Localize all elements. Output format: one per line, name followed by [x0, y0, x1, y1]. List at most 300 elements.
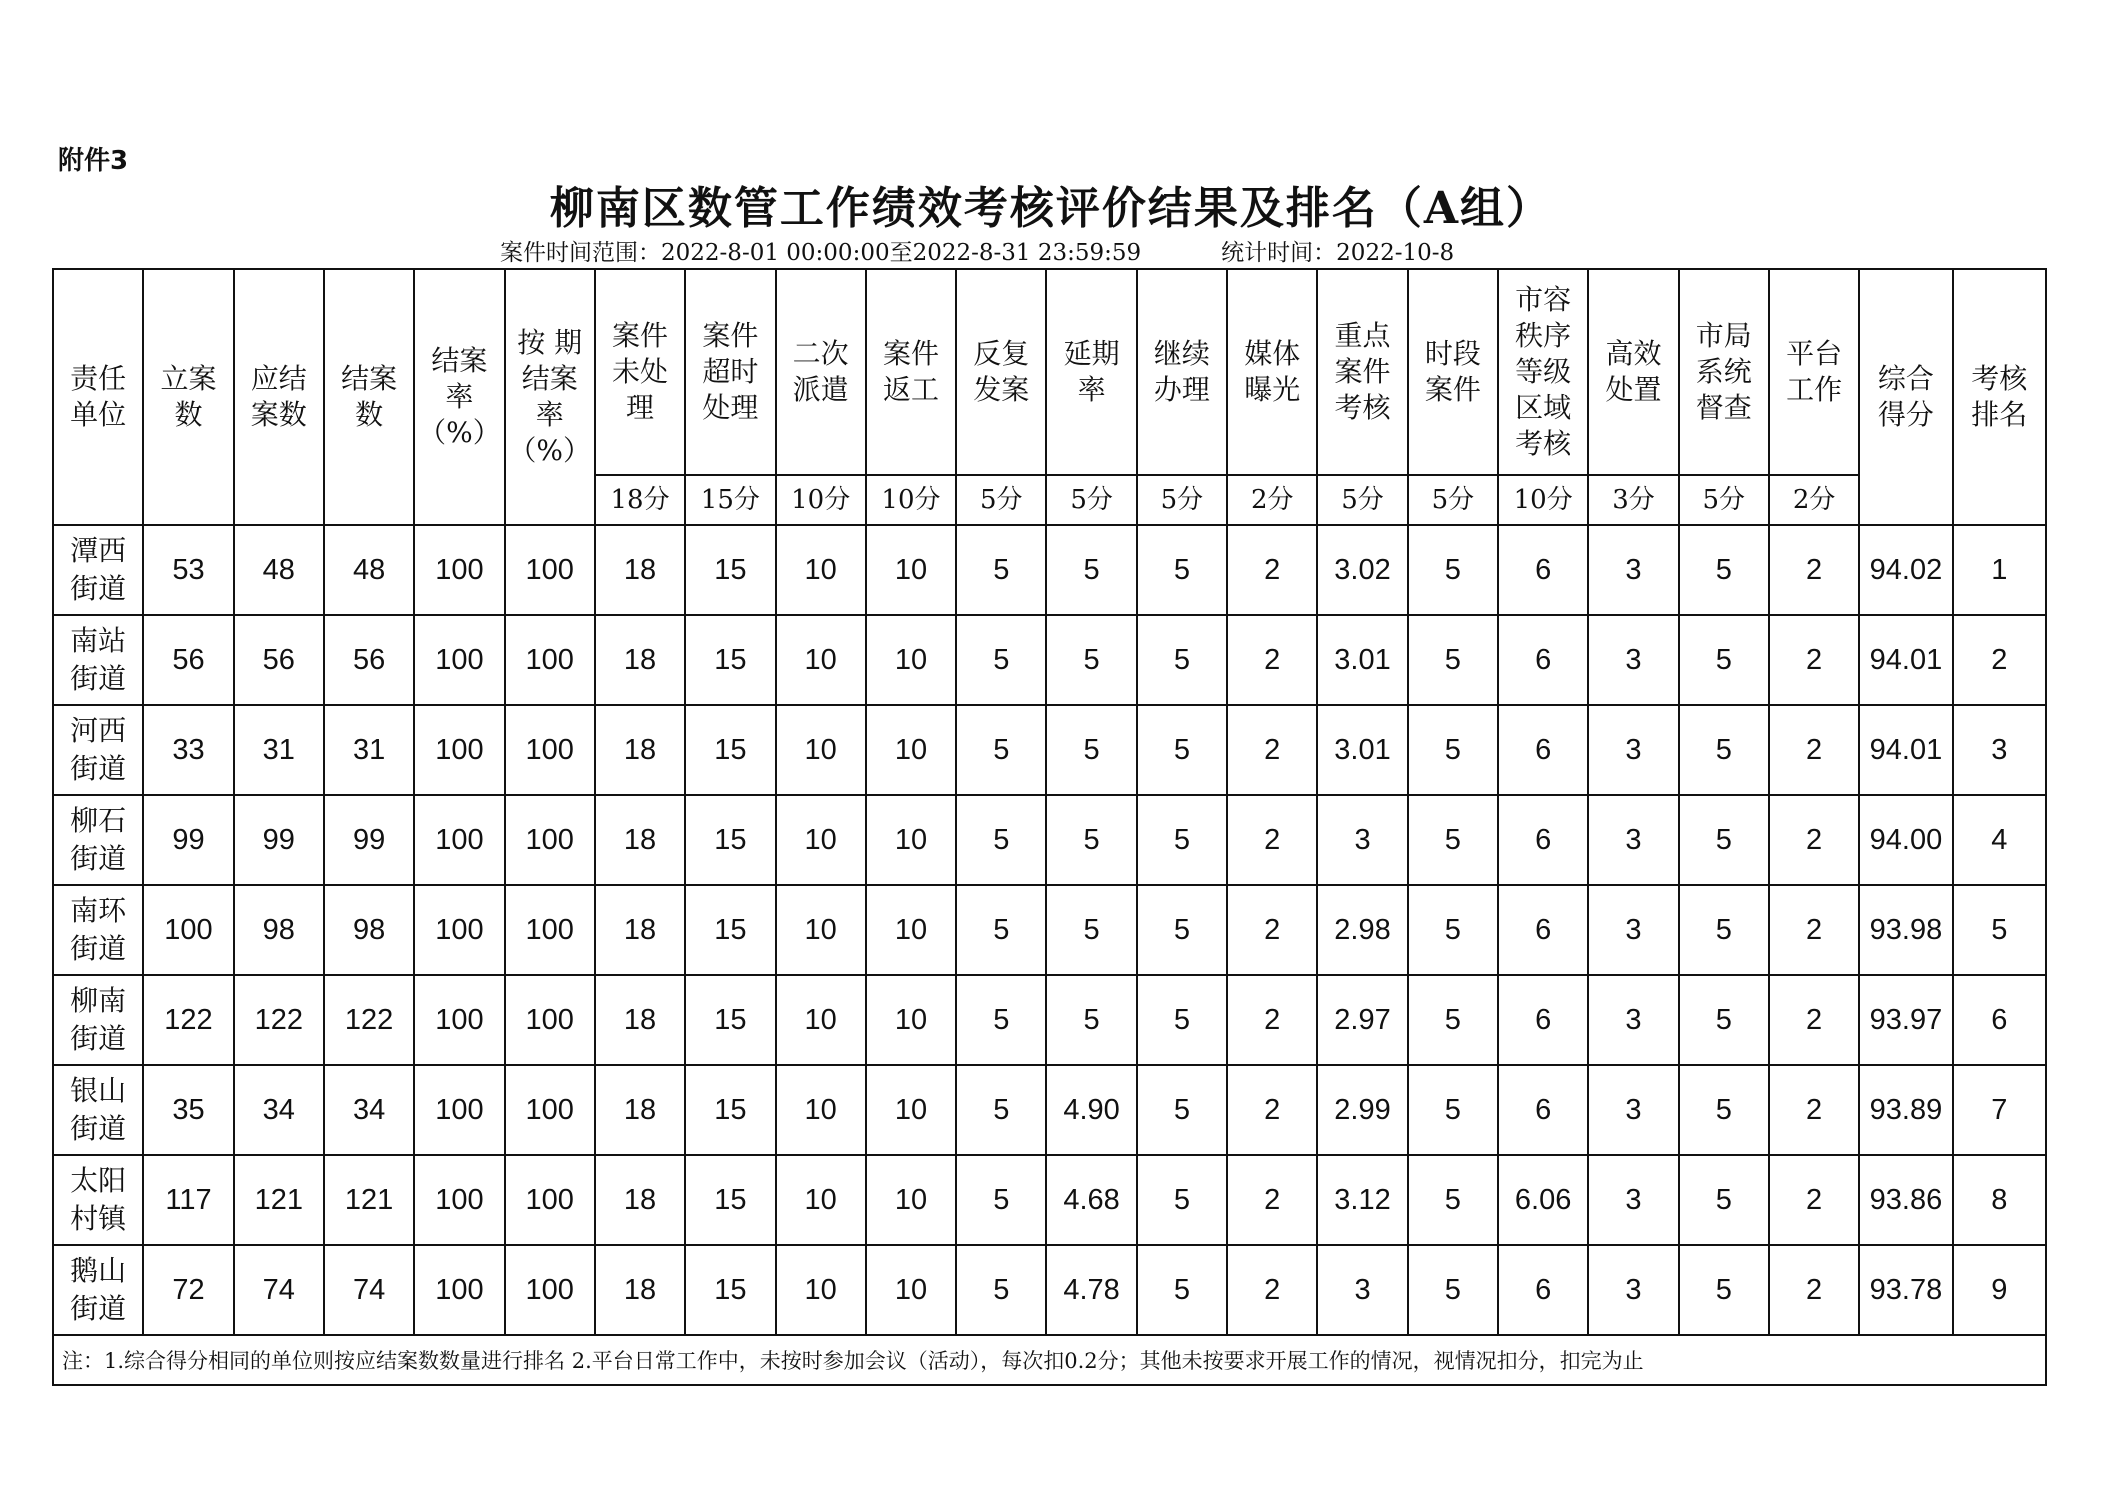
header-scored-9-line: 时段	[1424, 337, 1481, 370]
header-points-2: 10分	[776, 475, 866, 525]
value-cell: 34	[324, 1065, 414, 1155]
value-cell: 100	[414, 525, 504, 615]
value-cell: 5	[1046, 615, 1136, 705]
value-cell: 15	[685, 615, 775, 705]
header-scored-12-line: 系统	[1695, 355, 1752, 388]
header-scored-0-line: 案件	[612, 319, 669, 352]
value-cell: 5	[1046, 795, 1136, 885]
header-scored-5	[1046, 269, 1136, 475]
unit-line: 太阳	[70, 1164, 127, 1197]
value-cell: 2	[1227, 705, 1317, 795]
header-scored-6	[1137, 269, 1227, 475]
value-cell: 121	[324, 1155, 414, 1245]
value-cell: 99	[234, 795, 324, 885]
value-cell: 122	[143, 975, 233, 1065]
value-cell: 15	[685, 885, 775, 975]
value-cell: 94.02	[1859, 525, 1952, 615]
value-cell: 53	[143, 525, 233, 615]
value-cell: 2	[1227, 795, 1317, 885]
header-points-5: 5分	[1046, 475, 1136, 525]
unit-line: 柳石	[70, 804, 127, 837]
unit-line: 潭西	[70, 534, 127, 567]
value-cell: 2	[1769, 525, 1859, 615]
value-cell: 33	[143, 705, 233, 795]
value-cell: 2.97	[1317, 975, 1407, 1065]
unit-line: 街道	[70, 662, 127, 695]
value-cell: 4.90	[1046, 1065, 1136, 1155]
attachment-label: 附件3	[58, 146, 129, 176]
header-scored-7	[1227, 269, 1317, 475]
header-ontime-rate-line: 按 期	[517, 326, 583, 359]
value-cell: 2	[1227, 885, 1317, 975]
value-cell: 6	[1498, 525, 1588, 615]
value-cell: 5	[1408, 1245, 1498, 1335]
value-cell: 5	[1137, 1245, 1227, 1335]
value-cell: 100	[143, 885, 233, 975]
header-rank-line: 考核	[1971, 362, 2028, 395]
value-cell: 3	[1588, 1065, 1678, 1155]
value-cell: 94.01	[1859, 615, 1952, 705]
header-scored-6-line: 办理	[1153, 373, 1210, 406]
value-cell: 121	[234, 1155, 324, 1245]
value-cell: 6	[1953, 975, 2046, 1065]
value-cell: 4	[1953, 795, 2046, 885]
value-cell: 15	[685, 1245, 775, 1335]
value-cell: 5	[1137, 975, 1227, 1065]
header-points-4: 5分	[956, 475, 1046, 525]
unit-line: 街道	[70, 752, 127, 785]
value-cell: 18	[595, 615, 685, 705]
value-cell: 3	[1953, 705, 2046, 795]
value-cell: 2	[1227, 975, 1317, 1065]
value-cell: 5	[1137, 615, 1227, 705]
header-close-rate-line: 结案	[431, 344, 488, 377]
value-cell: 5	[1408, 975, 1498, 1065]
value-cell: 94.01	[1859, 705, 1952, 795]
value-cell: 9	[1953, 1245, 2046, 1335]
value-cell: 74	[234, 1245, 324, 1335]
value-cell: 100	[414, 1245, 504, 1335]
header-ontime-rate-line: 率	[535, 398, 564, 431]
value-cell: 100	[414, 885, 504, 975]
header-ontime-rate	[505, 269, 595, 525]
value-cell: 5	[956, 525, 1046, 615]
value-cell: 4.68	[1046, 1155, 1136, 1245]
header-scored-10-line: 市容	[1515, 283, 1572, 316]
value-cell: 5	[1046, 975, 1136, 1065]
value-cell: 5	[1679, 885, 1769, 975]
header-scored-1	[685, 269, 775, 475]
value-cell: 5	[1679, 1245, 1769, 1335]
header-scored-7-line: 曝光	[1244, 373, 1301, 406]
header-ontime-rate-line: 结案	[521, 362, 578, 395]
note-row	[53, 1335, 2046, 1385]
value-cell: 100	[505, 525, 595, 615]
value-cell: 5	[1408, 795, 1498, 885]
header-scored-10-line: 等级	[1515, 355, 1572, 388]
table-row	[53, 885, 2046, 975]
value-cell: 10	[776, 975, 866, 1065]
value-cell: 93.97	[1859, 975, 1952, 1065]
value-cell: 6	[1498, 795, 1588, 885]
table-row	[53, 1155, 2046, 1245]
value-cell: 3	[1588, 1155, 1678, 1245]
header-scored-10-line: 区域	[1515, 391, 1572, 424]
header-points-1: 15分	[685, 475, 775, 525]
value-cell: 10	[866, 1155, 956, 1245]
value-cell: 2.99	[1317, 1065, 1407, 1155]
header-unit-line: 单位	[70, 398, 127, 431]
header-points-3: 10分	[866, 475, 956, 525]
value-cell: 15	[685, 525, 775, 615]
value-cell: 18	[595, 705, 685, 795]
table-row	[53, 1245, 2046, 1335]
value-cell: 74	[324, 1245, 414, 1335]
value-cell: 100	[505, 1245, 595, 1335]
unit-line: 村镇	[70, 1202, 127, 1235]
value-cell: 5	[956, 975, 1046, 1065]
value-cell: 5	[1046, 525, 1136, 615]
value-cell: 93.86	[1859, 1155, 1952, 1245]
header-should-close-line: 案数	[250, 398, 307, 431]
header-filed	[143, 269, 233, 525]
value-cell: 7	[1953, 1065, 2046, 1155]
value-cell: 10	[776, 525, 866, 615]
value-cell: 10	[776, 885, 866, 975]
header-scored-8	[1317, 269, 1407, 475]
value-cell: 100	[414, 615, 504, 705]
header-scored-12	[1679, 269, 1769, 475]
header-filed-line: 立案	[160, 362, 217, 395]
table-row	[53, 1065, 2046, 1155]
unit-cell	[53, 705, 143, 795]
table-note: 注：1.综合得分相同的单位则按应结案数数量进行排名 2.平台日常工作中，未按时参加会议（活动），每次扣0.2分；其他未按要求开展工作的情况，视情况扣分，扣完为止	[53, 1335, 2046, 1385]
value-cell: 5	[1679, 1065, 1769, 1155]
unit-line: 街道	[70, 932, 127, 965]
header-scored-8-line: 案件	[1334, 355, 1391, 388]
unit-line: 南站	[70, 624, 127, 657]
value-cell: 3	[1317, 1245, 1407, 1335]
value-cell: 117	[143, 1155, 233, 1245]
header-points-11: 3分	[1588, 475, 1678, 525]
unit-line: 街道	[70, 1022, 127, 1055]
unit-line: 柳南	[70, 984, 127, 1017]
unit-cell	[53, 795, 143, 885]
header-scored-11	[1588, 269, 1678, 475]
value-cell: 2	[1227, 1065, 1317, 1155]
value-cell: 10	[776, 615, 866, 705]
value-cell: 5	[1137, 705, 1227, 795]
header-closed	[324, 269, 414, 525]
value-cell: 10	[866, 525, 956, 615]
unit-line: 街道	[70, 1292, 127, 1325]
header-scored-13-line: 工作	[1786, 373, 1843, 406]
unit-line: 街道	[70, 842, 127, 875]
value-cell: 5	[956, 705, 1046, 795]
value-cell: 8	[1953, 1155, 2046, 1245]
header-points-13: 2分	[1769, 475, 1859, 525]
value-cell: 2	[1227, 525, 1317, 615]
unit-cell	[53, 975, 143, 1065]
value-cell: 5	[1679, 705, 1769, 795]
value-cell: 48	[324, 525, 414, 615]
unit-line: 街道	[70, 572, 127, 605]
value-cell: 98	[324, 885, 414, 975]
header-scored-0	[595, 269, 685, 475]
header-total-line: 得分	[1877, 398, 1934, 431]
document-title: 柳南区数管工作绩效考核评价结果及排名（A组）	[549, 183, 1553, 234]
header-scored-3-line: 案件	[882, 337, 939, 370]
value-cell: 48	[234, 525, 324, 615]
value-cell: 100	[505, 1065, 595, 1155]
header-scored-10-line: 秩序	[1515, 319, 1572, 352]
unit-line: 街道	[70, 1112, 127, 1145]
header-row	[53, 269, 2046, 475]
value-cell: 3	[1588, 795, 1678, 885]
table-row	[53, 705, 2046, 795]
value-cell: 18	[595, 885, 685, 975]
value-cell: 15	[685, 975, 775, 1065]
value-cell: 5	[1408, 705, 1498, 795]
value-cell: 100	[505, 975, 595, 1065]
value-cell: 2	[1769, 1065, 1859, 1155]
value-cell: 100	[414, 705, 504, 795]
value-cell: 5	[1679, 525, 1769, 615]
value-cell: 5	[1679, 795, 1769, 885]
value-cell: 5	[956, 1155, 1046, 1245]
header-scored-13-line: 平台	[1786, 337, 1843, 370]
unit-line: 河西	[70, 714, 127, 747]
header-scored-12-line: 督查	[1695, 391, 1752, 424]
header-closed-line: 数	[355, 398, 384, 431]
header-scored-4-line: 发案	[973, 373, 1030, 406]
value-cell: 3.01	[1317, 705, 1407, 795]
value-cell: 100	[414, 795, 504, 885]
value-cell: 5	[1679, 1155, 1769, 1245]
value-cell: 2	[1769, 975, 1859, 1065]
table-row	[53, 795, 2046, 885]
value-cell: 5	[1137, 795, 1227, 885]
value-cell: 72	[143, 1245, 233, 1335]
value-cell: 100	[505, 615, 595, 705]
value-cell: 2	[1769, 705, 1859, 795]
header-scored-10-line: 考核	[1515, 427, 1572, 460]
header-scored-3	[866, 269, 956, 475]
value-cell: 6	[1498, 975, 1588, 1065]
value-cell: 6	[1498, 615, 1588, 705]
header-scored-8-line: 重点	[1334, 319, 1391, 352]
header-scored-8-line: 考核	[1334, 391, 1391, 424]
value-cell: 5	[1408, 1155, 1498, 1245]
value-cell: 2	[1769, 795, 1859, 885]
value-cell: 5	[1408, 615, 1498, 705]
value-cell: 2	[1769, 1245, 1859, 1335]
header-total	[1859, 269, 1952, 525]
header-should-close	[234, 269, 324, 525]
value-cell: 15	[685, 705, 775, 795]
value-cell: 56	[324, 615, 414, 705]
value-cell: 2	[1227, 1155, 1317, 1245]
value-cell: 3.01	[1317, 615, 1407, 705]
value-cell: 31	[234, 705, 324, 795]
value-cell: 5	[1137, 525, 1227, 615]
value-cell: 10	[866, 705, 956, 795]
value-cell: 99	[143, 795, 233, 885]
value-cell: 93.78	[1859, 1245, 1952, 1335]
header-close-rate-line: 率	[445, 380, 474, 413]
header-scored-1-line: 超时	[702, 355, 759, 388]
results-table	[52, 268, 2047, 1386]
value-cell: 5	[1046, 885, 1136, 975]
header-scored-9-line: 案件	[1424, 373, 1481, 406]
value-cell: 10	[776, 705, 866, 795]
header-ontime-rate-line: （%）	[508, 434, 592, 467]
header-total-line: 综合	[1877, 362, 1934, 395]
value-cell: 100	[414, 1155, 504, 1245]
value-cell: 2	[1769, 885, 1859, 975]
header-scored-4	[956, 269, 1046, 475]
unit-cell	[53, 885, 143, 975]
unit-line: 鹅山	[70, 1254, 127, 1287]
value-cell: 2	[1227, 615, 1317, 705]
value-cell: 93.89	[1859, 1065, 1952, 1155]
header-closed-line: 结案	[341, 362, 398, 395]
value-cell: 5	[956, 885, 1046, 975]
header-scored-4-line: 反复	[973, 337, 1030, 370]
value-cell: 2.98	[1317, 885, 1407, 975]
header-scored-5-line: 率	[1077, 373, 1106, 406]
value-cell: 100	[505, 885, 595, 975]
header-points-8: 5分	[1317, 475, 1407, 525]
value-cell: 10	[866, 1245, 956, 1335]
value-cell: 5	[956, 615, 1046, 705]
value-cell: 34	[234, 1065, 324, 1155]
table-row	[53, 975, 2046, 1065]
value-cell: 99	[324, 795, 414, 885]
value-cell: 3.12	[1317, 1155, 1407, 1245]
value-cell: 6	[1498, 885, 1588, 975]
header-filed-line: 数	[174, 398, 203, 431]
unit-cell	[53, 615, 143, 705]
value-cell: 18	[595, 525, 685, 615]
value-cell: 10	[776, 1065, 866, 1155]
value-cell: 3	[1588, 1245, 1678, 1335]
header-scored-1-line: 案件	[702, 319, 759, 352]
value-cell: 100	[414, 1065, 504, 1155]
value-cell: 4.78	[1046, 1245, 1136, 1335]
header-unit	[53, 269, 143, 525]
value-cell: 5	[956, 795, 1046, 885]
header-scored-9	[1408, 269, 1498, 475]
unit-cell	[53, 1155, 143, 1245]
value-cell: 122	[234, 975, 324, 1065]
header-rank-line: 排名	[1971, 398, 2028, 431]
value-cell: 5	[1137, 1065, 1227, 1155]
header-points-0: 18分	[595, 475, 685, 525]
header-scored-1-line: 处理	[702, 391, 759, 424]
header-points-12: 5分	[1679, 475, 1769, 525]
stat-time: 统计时间：2022-10-8	[1221, 240, 1455, 266]
header-scored-13	[1769, 269, 1859, 475]
value-cell: 6.06	[1498, 1155, 1588, 1245]
value-cell: 5	[1953, 885, 2046, 975]
header-scored-2-line: 二次	[792, 337, 849, 370]
value-cell: 100	[505, 795, 595, 885]
unit-cell	[53, 1245, 143, 1335]
value-cell: 5	[1046, 705, 1136, 795]
value-cell: 5	[956, 1065, 1046, 1155]
value-cell: 18	[595, 1155, 685, 1245]
value-cell: 31	[324, 705, 414, 795]
header-scored-5-line: 延期	[1063, 337, 1120, 370]
value-cell: 122	[324, 975, 414, 1065]
header-close-rate-line: （%）	[418, 416, 501, 449]
case-time-range: 案件时间范围：2022-8-01 00:00:00至2022-8-31 23:59:59	[500, 240, 1142, 266]
value-cell: 10	[776, 795, 866, 885]
value-cell: 18	[595, 975, 685, 1065]
header-scored-0-line: 未处	[612, 355, 669, 388]
value-cell: 5	[1137, 1155, 1227, 1245]
value-cell: 10	[866, 795, 956, 885]
value-cell: 5	[1408, 525, 1498, 615]
value-cell: 18	[595, 795, 685, 885]
header-points-7: 2分	[1227, 475, 1317, 525]
value-cell: 5	[1679, 975, 1769, 1065]
table-row	[53, 525, 2046, 615]
header-scored-2	[776, 269, 866, 475]
value-cell: 2	[1769, 1155, 1859, 1245]
header-unit-line: 责任	[70, 362, 127, 395]
value-cell: 5	[956, 1245, 1046, 1335]
value-cell: 2	[1953, 615, 2046, 705]
header-should-close-line: 应结	[250, 362, 307, 395]
value-cell: 3	[1588, 615, 1678, 705]
value-cell: 3	[1588, 885, 1678, 975]
header-scored-6-line: 继续	[1153, 337, 1210, 370]
unit-line: 南环	[70, 894, 127, 927]
header-close-rate	[414, 269, 504, 525]
time-info-line	[500, 234, 1454, 267]
value-cell: 10	[866, 1065, 956, 1155]
header-scored-11-line: 高效	[1605, 337, 1662, 370]
header-rank	[1953, 269, 2046, 525]
value-cell: 56	[143, 615, 233, 705]
unit-line: 银山	[70, 1074, 127, 1107]
value-cell: 98	[234, 885, 324, 975]
value-cell: 10	[866, 885, 956, 975]
value-cell: 2	[1227, 1245, 1317, 1335]
header-scored-2-line: 派遣	[792, 373, 849, 406]
value-cell: 100	[505, 705, 595, 795]
value-cell: 100	[505, 1155, 595, 1245]
header-points-6: 5分	[1137, 475, 1227, 525]
value-cell: 1	[1953, 525, 2046, 615]
header-scored-11-line: 处置	[1605, 373, 1662, 406]
value-cell: 5	[1679, 615, 1769, 705]
header-scored-0-line: 理	[626, 391, 655, 424]
value-cell: 6	[1498, 1065, 1588, 1155]
value-cell: 2	[1769, 615, 1859, 705]
value-cell: 6	[1498, 705, 1588, 795]
value-cell: 93.98	[1859, 885, 1952, 975]
header-scored-10	[1498, 269, 1588, 475]
header-scored-7-line: 媒体	[1244, 337, 1301, 370]
table-row	[53, 615, 2046, 705]
value-cell: 56	[234, 615, 324, 705]
unit-cell	[53, 525, 143, 615]
value-cell: 3	[1588, 975, 1678, 1065]
value-cell: 3	[1588, 525, 1678, 615]
